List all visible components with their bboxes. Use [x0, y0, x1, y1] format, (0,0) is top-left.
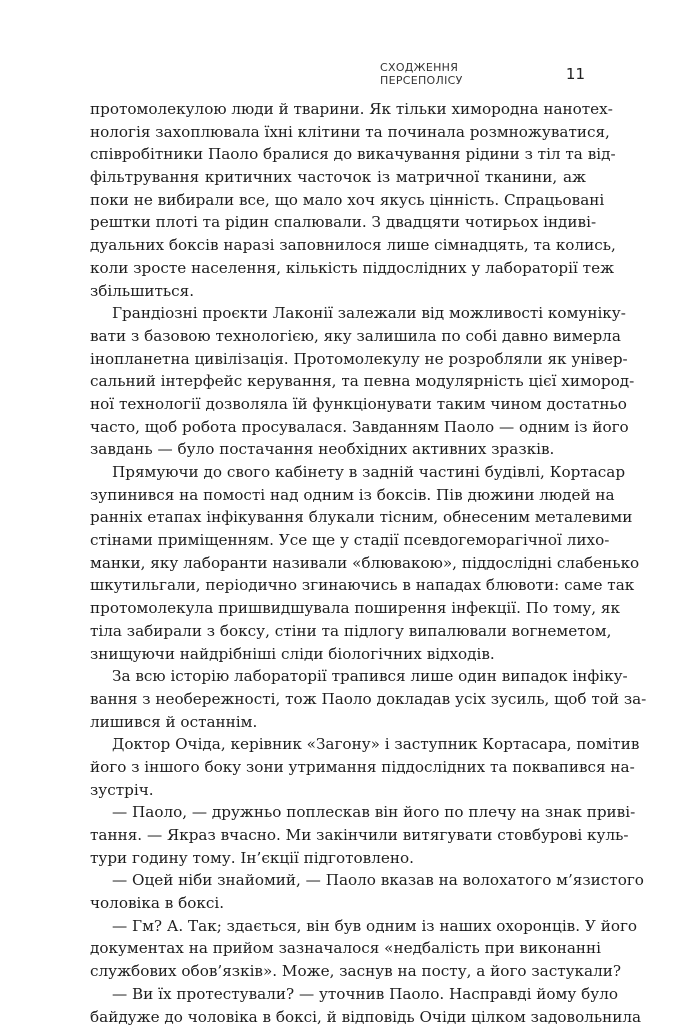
- text-line: часто, щоб робота просувалася. Завданням Паоло — одним із його: [90, 416, 586, 439]
- text-line: документах на прийом зазначалося «недбалість при виконанні: [90, 937, 586, 960]
- text-line: ранніх етапах інфікування блукали тісним, обнесеним металевими: [90, 506, 586, 529]
- page-header: [380, 63, 585, 85]
- text-line: інопланетна цивілізація. Протомолекулу не розробляли як універ-: [90, 348, 586, 371]
- body-text: [90, 98, 586, 1028]
- text-line: нологія захоплювала їхні клітини та починала розмножуватися,: [90, 121, 586, 144]
- text-line: завдань — було постачання необхідних активних зразків.: [90, 438, 586, 461]
- text-line: сальний інтерфейс керування, та певна модулярність цієї химород-: [90, 370, 586, 393]
- text-line: зупинився на помості над одним із боксів. Пів дюжини людей на: [90, 484, 586, 507]
- text-line: протомолекула пришвидшувала поширення інфекції. По тому, як: [90, 597, 586, 620]
- text-line: тання. — Якраз вчасно. Ми закінчили витягувати стовбурові куль-: [90, 824, 586, 847]
- text-line: протомолекулою люди й тварини. Як тільки химородна нанотех-: [90, 98, 586, 121]
- text-line: Прямуючи до свого кабінету в задній частині будівлі, Кортасар: [90, 461, 586, 484]
- text-line: Доктор Очіда, керівник «Загону» і заступник Кортасара, помітив: [90, 733, 586, 756]
- text-line: — Ви їх протестували? — уточнив Паоло. Насправді йому було: [90, 983, 586, 1006]
- text-line: фільтрування критичних часточок із матричної тканини, аж: [90, 166, 586, 189]
- text-line: — Гм? А. Так; здається, він був одним із наших охоронців. У його: [90, 915, 586, 938]
- paragraph: [90, 801, 586, 869]
- text-line: вати з базовою технологією, яку залишила по собі давно вимерла: [90, 325, 586, 348]
- text-line: — Паоло, — дружньо поплескав він його по плечу на знак приві-: [90, 801, 586, 824]
- text-line: ної технології дозволяла їй функціонувати таким чином достатньо: [90, 393, 586, 416]
- paragraph: [90, 302, 586, 461]
- text-line: чоловіка в боксі.: [90, 892, 586, 915]
- paragraph: [90, 733, 586, 801]
- text-line: зустріч.: [90, 779, 586, 802]
- text-line: тіла забирали з боксу, стіни та підлогу випалювали вогнеметом,: [90, 620, 586, 643]
- running-title: СХОДЖЕННЯ ПЕРСЕПОЛІСУ: [380, 61, 536, 87]
- paragraph: [90, 461, 586, 665]
- text-line: байдуже до чоловіка в боксі, й відповідь Очіди цілком задовольнила: [90, 1006, 586, 1028]
- paragraph: [90, 983, 586, 1028]
- text-line: знищуючи найдрібніші сліди біологічних відходів.: [90, 643, 586, 666]
- paragraph: [90, 915, 586, 983]
- paragraph: [90, 98, 586, 302]
- page-number: 11: [566, 65, 585, 83]
- text-line: поки не вибирали все, що мало хоч якусь цінність. Спрацьовані: [90, 189, 586, 212]
- text-line: службових обов’язків». Може, заснув на посту, а його застукали?: [90, 960, 586, 983]
- text-line: стінами приміщенням. Усе ще у стадії псевдогеморагічної лихо-: [90, 529, 586, 552]
- text-line: дуальних боксів наразі заповнилося лише сімнадцять, та колись,: [90, 234, 586, 257]
- text-line: — Оцей ніби знайомий, — Паоло вказав на волохатого м’язистого: [90, 869, 586, 892]
- text-line: коли зросте населення, кількість піддослідних у лабораторії теж: [90, 257, 586, 280]
- text-line: його з іншого боку зони утримання піддослідних та поквапився на-: [90, 756, 586, 779]
- paragraph: [90, 665, 586, 733]
- text-line: За всю історію лабораторії трапився лише один випадок інфіку-: [90, 665, 586, 688]
- text-line: тури годину тому. Ін’єкції підготовлено.: [90, 847, 586, 870]
- paragraph: [90, 869, 586, 914]
- text-line: збільшиться.: [90, 280, 586, 303]
- text-line: лишився й останнім.: [90, 711, 586, 734]
- text-line: вання з необережності, тож Паоло докладав усіх зусиль, щоб той за-: [90, 688, 586, 711]
- text-line: манки, яку лаборанти називали «блювакою», піддослідні слабенько: [90, 552, 586, 575]
- text-line: рештки плоті та рідин спалювали. З двадцяти чотирьох індиві-: [90, 211, 586, 234]
- text-line: шкутильгали, періодично згинаючись в нападах блювоти: саме так: [90, 574, 586, 597]
- text-line: співробітники Паоло бралися до викачування рідини з тіл та від-: [90, 143, 586, 166]
- text-line: Грандіозні проєкти Лаконії залежали від можливості комуніку-: [90, 302, 586, 325]
